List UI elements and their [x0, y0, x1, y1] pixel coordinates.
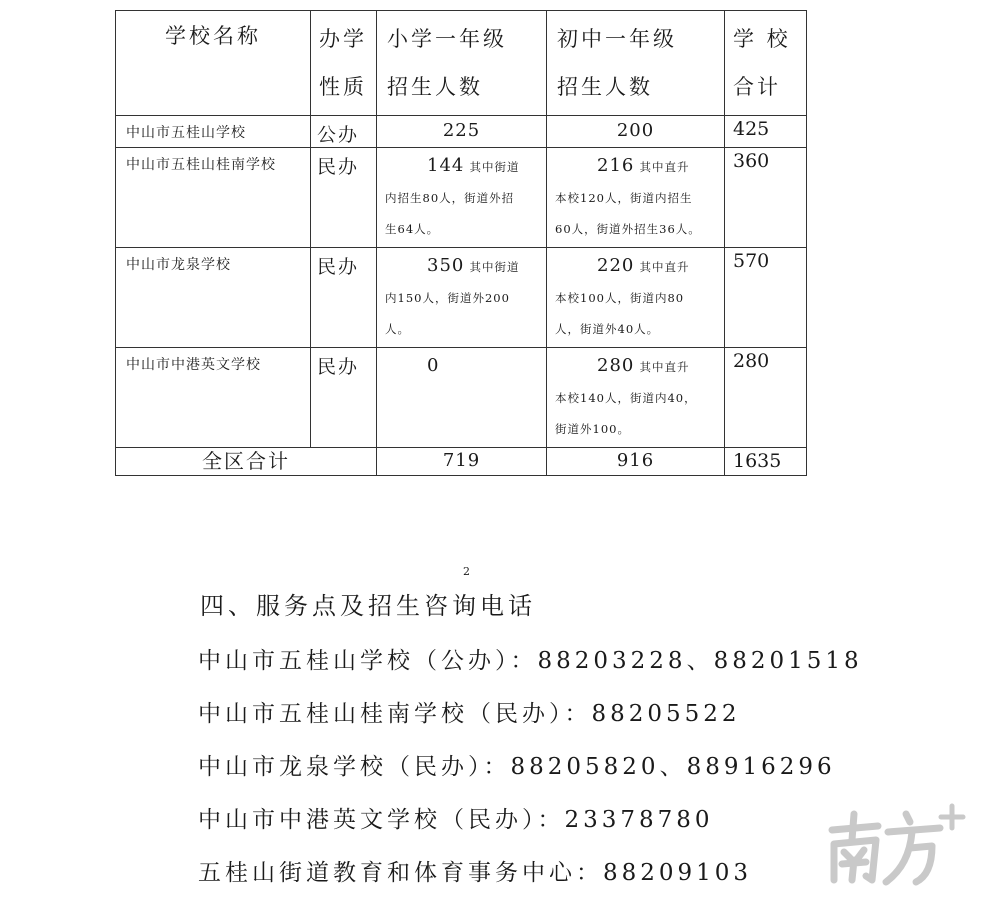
summary-total: 1635 — [725, 448, 807, 476]
table-row — [116, 116, 807, 148]
summary-label: 全区合计 — [116, 448, 377, 476]
page-number: 2 — [463, 565, 470, 578]
header-primary-line2: 招生人数 — [387, 75, 483, 99]
primary-count-cell: 225 — [377, 116, 547, 148]
enrollment-table — [115, 10, 807, 476]
school-name-cell: 中山市龙泉学校 — [116, 248, 311, 348]
total-cell: 360 — [725, 148, 807, 248]
total-cell: 570 — [725, 248, 807, 348]
header-junior-line2: 招生人数 — [557, 75, 653, 99]
school-type-cell: 公办 — [311, 116, 377, 148]
school-type-cell: 民办 — [311, 148, 377, 248]
contact-line: 中山市五桂山桂南学校（民办）：88205522 — [198, 701, 741, 727]
header-school-name: 学校名称 — [116, 11, 311, 116]
primary-count-cell: 144 其中街道 内招生80人，街道外招 生64人。 — [377, 148, 547, 248]
header-type-line1: 办学 — [319, 27, 367, 51]
primary-count-cell: 350 其中街道 内150人，街道外200 人。 — [377, 248, 547, 348]
nanfang-plus-watermark-logo — [820, 800, 970, 890]
contact-line: 中山市五桂山学校（公办）：88203228、88201518 — [198, 648, 863, 674]
school-type-cell: 民办 — [311, 348, 377, 448]
contact-line: 五桂山街道教育和体育事务中心：88209103 — [198, 860, 753, 886]
header-total-line2: 合计 — [733, 75, 781, 99]
header-total — [725, 11, 807, 116]
total-cell: 425 — [725, 116, 807, 148]
school-name-cell: 中山市中港英文学校 — [116, 348, 311, 448]
table-row — [116, 248, 807, 348]
primary-count-cell: 0 — [377, 348, 547, 448]
section-title: 四、服务点及招生咨询电话 — [200, 592, 536, 620]
school-name-cell: 中山市五桂山学校 — [116, 116, 311, 148]
summary-primary: 719 — [377, 448, 547, 476]
school-type-cell: 民办 — [311, 248, 377, 348]
junior-count-cell: 200 — [547, 116, 725, 148]
table-row — [116, 348, 807, 448]
header-type-line2: 性质 — [319, 75, 367, 99]
junior-count-cell: 216 其中直升 本校120人，街道内招生 60人，街道外招生36人。 — [547, 148, 725, 248]
header-junior — [547, 11, 725, 116]
header-school-type — [311, 11, 377, 116]
header-primary-line1: 小学一年级 — [387, 27, 507, 51]
table-row — [116, 148, 807, 248]
junior-count-cell: 220 其中直升 本校100人，街道内80 人，街道外40人。 — [547, 248, 725, 348]
header-junior-line1: 初中一年级 — [557, 27, 677, 51]
contact-line: 中山市中港英文学校（民办）：23378780 — [198, 807, 714, 833]
header-primary — [377, 11, 547, 116]
summary-junior: 916 — [547, 448, 725, 476]
table-header-row — [116, 11, 807, 116]
contact-line: 中山市龙泉学校（民办）：88205820、88916296 — [198, 754, 836, 780]
school-name-cell: 中山市五桂山桂南学校 — [116, 148, 311, 248]
table-summary-row — [116, 448, 807, 476]
junior-count-cell: 280 其中直升 本校140人，街道内40， 街道外100。 — [547, 348, 725, 448]
header-total-line1: 学 校 — [733, 27, 791, 51]
total-cell: 280 — [725, 348, 807, 448]
